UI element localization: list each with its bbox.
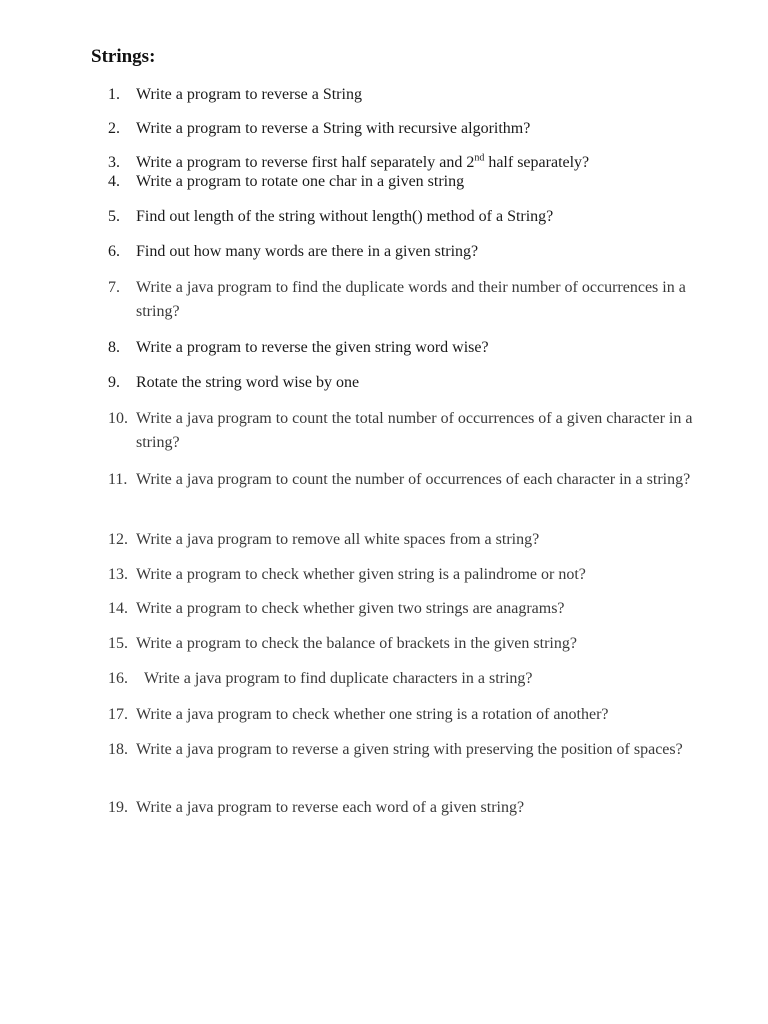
item-text: Write a java program to remove all white spaces from a string? <box>136 531 540 548</box>
list-item <box>108 563 708 587</box>
list-item <box>108 703 708 727</box>
item-number: 1. <box>108 86 120 103</box>
item-text: Write a java program to find the duplicate words and their number of occurrences in a string? <box>136 279 686 320</box>
item-number: 5. <box>108 208 120 225</box>
item-number: 8. <box>108 339 120 356</box>
item-text: Write a java program to check whether one string is a rotation of another? <box>136 706 609 723</box>
item-number: 9. <box>108 374 120 391</box>
item-number: 14. <box>108 600 128 617</box>
list-item <box>108 667 708 691</box>
item-number: 2. <box>108 120 120 137</box>
list-item <box>108 336 708 360</box>
list-item <box>108 170 708 194</box>
item-text: Write a program to rotate one char in a given string <box>136 173 465 190</box>
item-text-part: Write a program to reverse first half separately and 2 <box>136 154 475 171</box>
item-text: Find out length of the string without length() method of a String? <box>136 208 554 225</box>
item-text: Write a java program to reverse a given string with preserving the position of spaces? <box>136 741 683 758</box>
item-text-part: half separately? <box>484 154 590 171</box>
page-title: Strings: <box>91 46 156 67</box>
list-item <box>108 276 708 324</box>
list-item <box>108 796 708 820</box>
list-item <box>108 738 708 762</box>
item-text: Write a program to reverse the given string word wise? <box>136 339 489 356</box>
list-item <box>108 597 708 621</box>
item-number: 10. <box>108 410 128 427</box>
item-text: Write a java program to count the number of occurrences of each character in a string? <box>136 471 691 488</box>
item-text: Write a program to check whether given two strings are anagrams? <box>136 600 565 617</box>
list-item <box>108 632 708 656</box>
list-item <box>108 117 708 141</box>
item-text: Write a program to check the balance of brackets in the given string? <box>136 635 577 652</box>
item-text: Find out how many words are there in a given string? <box>136 243 479 260</box>
item-number: 15. <box>108 635 128 652</box>
item-text: Rotate the string word wise by one <box>136 374 360 391</box>
item-number: 16. <box>108 670 128 687</box>
list-item <box>108 83 708 107</box>
item-text: Write a java program to reverse each word of a given string? <box>136 799 525 816</box>
item-number: 11. <box>108 471 128 488</box>
list-item <box>108 371 708 395</box>
item-number: 3. <box>108 154 120 171</box>
item-number: 7. <box>108 279 120 296</box>
list-item <box>108 240 708 264</box>
item-text: Write a program to reverse a String <box>136 86 362 103</box>
list-item <box>108 468 708 492</box>
item-text: Write a java program to find duplicate characters in a string? <box>144 670 533 687</box>
list-item <box>108 205 708 229</box>
item-text: Write a java program to count the total number of occurrences of a given character in a string? <box>136 410 693 451</box>
item-number: 4. <box>108 173 120 190</box>
item-number: 12. <box>108 531 128 548</box>
item-number: 13. <box>108 566 128 583</box>
item-number: 17. <box>108 706 128 723</box>
superscript: nd <box>474 152 485 164</box>
item-number: 6. <box>108 243 120 260</box>
item-number: 18. <box>108 741 128 758</box>
item-text: Write a program to reverse a String with recursive algorithm? <box>136 120 531 137</box>
list-item <box>108 407 708 455</box>
item-number: 19. <box>108 799 128 816</box>
item-text: Write a program to check whether given string is a palindrome or not? <box>136 566 586 583</box>
list-item <box>108 528 708 552</box>
